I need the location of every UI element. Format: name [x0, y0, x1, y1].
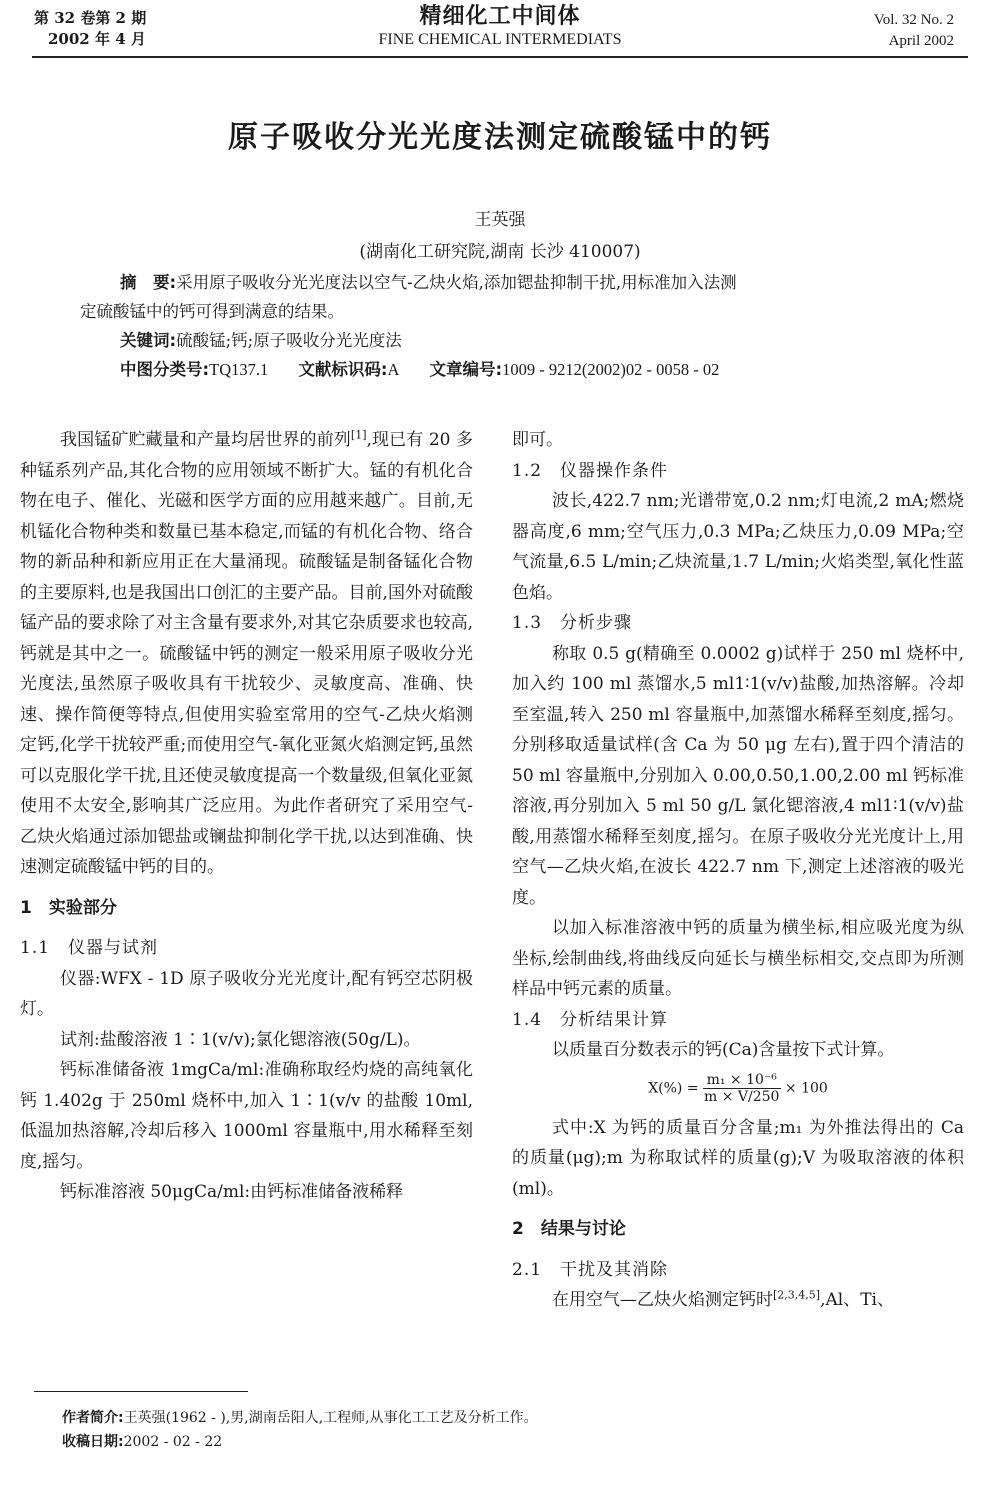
journal-title-en: FINE CHEMICAL INTERMEDIATS [378, 31, 622, 48]
author-bio-label: 作者简介: [62, 1410, 124, 1426]
classification-line [80, 355, 920, 384]
intro-text-b: ,现已有 20 多种锰系列产品,其化合物的应用领域不断扩大。锰的有机化合物在电子、催化、光磁和医学方面的应用越来越广。目前,无机锰化合物种类和数量已基本稳定,而锰的有机化合物、络合物的新品种和新应用正在大量涌现。硫酸锰是制备锰化合物的主要原料,也是我国出口创汇的主要产品。目前,国外对硫酸锰产品的要求除了对主含量有要求外,对其它杂质要求也较高,钙就是其中之一。硫酸锰中钙的测定一般采用原子吸收分光光度法,虽然原子吸收具有干扰较少、灵敏度高、准确、快速、操作简便等特点,但使用实验室常用的空气-乙炔火焰测定钙,化学干扰较严重;而使用空气-氧化亚氮火焰测定钙,虽然可以克服化学干扰,且还使灵敏度提高一个数量级,但氧化亚氮使用不太安全,影响其广泛应用。为此作者研究了采用空气-乙炔火焰通过添加锶盐或镧盐抑制化学干扰,以达到准确、快速测定硫酸锰中钙的目的。 [20, 430, 474, 877]
date-en: April 2002 [888, 33, 954, 49]
intro-paragraph [20, 425, 473, 883]
article-no-label: 文章编号: [429, 360, 503, 379]
author-name: 王英强 [474, 210, 526, 230]
abstract-label: 摘 要: [120, 273, 177, 292]
doc-code-label: 文献标识码: [298, 360, 388, 379]
calc-paragraph: 以质量百分数表示的钙(Ca)含量按下式计算。 [552, 1040, 895, 1060]
keywords-line [80, 326, 920, 355]
abstract-text-1: 采用原子吸收分光光度法以空气-乙炔火焰,添加锶盐抑制干扰,用标准加入法测 [176, 273, 737, 292]
abstract-line-1 [80, 268, 920, 297]
curve-paragraph: 以加入标准溶液中钙的质量为横坐标,相应吸光度为纵坐标,绘制曲线,将曲线反向延长与横坐标相交,交点即为所测样品中钙元素的质量。 [512, 918, 964, 999]
author-bio [62, 1406, 538, 1430]
author-affiliation: (湖南化工研究院,湖南 长沙 410007) [359, 242, 641, 262]
formula [512, 1072, 964, 1105]
abstract-block [80, 268, 920, 384]
procedure-paragraph: 称取 0.5 g(精确至 0.0002 g)试样于 250 ml 烧杯中,加入约 100 ml 蒸馏水,5 ml1∶1(v/v)盐酸,加热溶解。冷却至室温,转入 250 ml 容量瓶中,加蒸馏水稀释至刻度,摇匀。分别移取适量试样(含 Ca 为 50 μg 左右),置于四个清洁的 50 ml 容量瓶中,分别加入 0.00,0.50,1.00,2.00 ml 钙标准溶液,再分别加入 5 ml 50 g/L 氯化锶溶液,4 ml1∶1(v/v)盐酸,用蒸馏水稀释至刻度,摇匀。在原子吸收分光光度计上,用空气—乙炔火焰,在波长 422.7 nm 下,测定上述溶液的吸光度。 [512, 643, 964, 908]
article-title: 原子吸收分光光度法测定硫酸锰中的钙 [228, 120, 772, 155]
section-1-heading: 1 实验部分 [20, 897, 117, 918]
section-2-heading: 2 结果与讨论 [512, 1219, 626, 1239]
section-1-3-heading: 1.3 分析步骤 [512, 613, 633, 633]
journal-title-cn: 精细化工中间体 [419, 3, 581, 29]
received-text: 2002 - 02 - 22 [123, 1434, 223, 1450]
section-1-1-heading: 1.1 仪器与试剂 [20, 938, 159, 958]
article-no: 1009 - 9212(2002)02 - 0058 - 02 [502, 360, 720, 379]
formula-numerator: m₁ × 10⁻⁶ [703, 1072, 781, 1089]
formula-denominator: m × V/250 [704, 1088, 780, 1105]
interference-text-b: ,Al、Ti、 [820, 1290, 894, 1310]
where-paragraph: 式中:X 为钙的质量百分含量;m₁ 为外推法得出的 Ca 的质量(μg);m 为称取试样的质量(g);V 为吸取溶液的体积(ml)。 [512, 1117, 964, 1199]
standard-solution-paragraph: 钙标准溶液 50μgCa/ml:由钙标准储备液稀释 [60, 1182, 404, 1202]
intro-text-a: 我国锰矿贮藏量和产量均居世界的前列 [60, 430, 351, 450]
keywords: 硫酸锰;钙;原子吸收分光光度法 [176, 331, 402, 350]
header-rule [32, 56, 968, 58]
continued-text: 即可。 [512, 430, 563, 450]
keywords-label: 关键词: [120, 331, 177, 350]
interference-text-a: 在用空气—乙炔火焰测定钙时 [552, 1290, 773, 1310]
section-2-1-heading: 2.1 干扰及其消除 [512, 1259, 669, 1280]
issue-en: Vol. 32 No. 2 [873, 12, 954, 28]
interference-paragraph [512, 1285, 964, 1316]
header-right [874, 10, 954, 52]
abstract-text-2: 定硫酸锰中的钙可得到满意的结果。 [80, 302, 344, 321]
author-bio-text: 王英强(1962 - ),男,湖南岳阳人,工程师,从事化工工艺及分析工作。 [123, 1410, 538, 1426]
left-column [20, 425, 473, 1208]
ref-1: [1] [350, 428, 367, 442]
formula-fraction [703, 1072, 781, 1105]
footnote [62, 1406, 538, 1454]
date-cn: 2002 年 4 月 [48, 30, 146, 48]
reagent-paragraph: 试剂:盐酸溶液 1∶1(v/v);氯化锶溶液(50g/L)。 [60, 1029, 421, 1050]
formula-lhs: X(%) = [648, 1080, 699, 1096]
abstract-line-2 [80, 297, 920, 326]
instrument-paragraph: 仪器:WFX - 1D 原子吸收分光光度计,配有钙空芯阴极灯。 [20, 968, 473, 1019]
clc-label: 中图分类号: [120, 360, 210, 379]
section-1-4-heading: 1.4 分析结果计算 [512, 1009, 669, 1030]
clc-code: TQ137.1 [209, 360, 269, 379]
received-label: 收稿日期: [62, 1434, 124, 1450]
conditions-paragraph: 波长,422.7 nm;光谱带宽,0.2 nm;灯电流,2 mA;燃烧器高度,6 mm;空气压力,0.3 MPa;乙炔压力,0.09 MPa;空气流量,6.5 L/min;乙炔流量,1.7 L/min;火焰类型,氧化性蓝色焰。 [512, 491, 964, 603]
right-column [512, 425, 964, 1316]
section-1-2-heading: 1.2 仪器操作条件 [512, 460, 669, 481]
ref-2-5: [2,3,4,5] [773, 1288, 821, 1302]
issue-cn: 第 32 卷第 2 期 [34, 9, 147, 27]
formula-rhs: × 100 [784, 1080, 828, 1096]
header-center [0, 2, 1000, 50]
footnote-rule [34, 1391, 248, 1392]
stock-solution-paragraph: 钙标准储备液 1mgCa/ml:准确称取经灼烧的高纯氧化钙 1.402g 于 250ml 烧杯中,加入 1∶1(v/v 的盐酸 10ml,低温加热溶解,冷却后移入 1000ml 容量瓶中,用水稀释至刻度,摇匀。 [20, 1060, 473, 1172]
received-date [62, 1430, 538, 1454]
doc-code: A [387, 360, 400, 379]
